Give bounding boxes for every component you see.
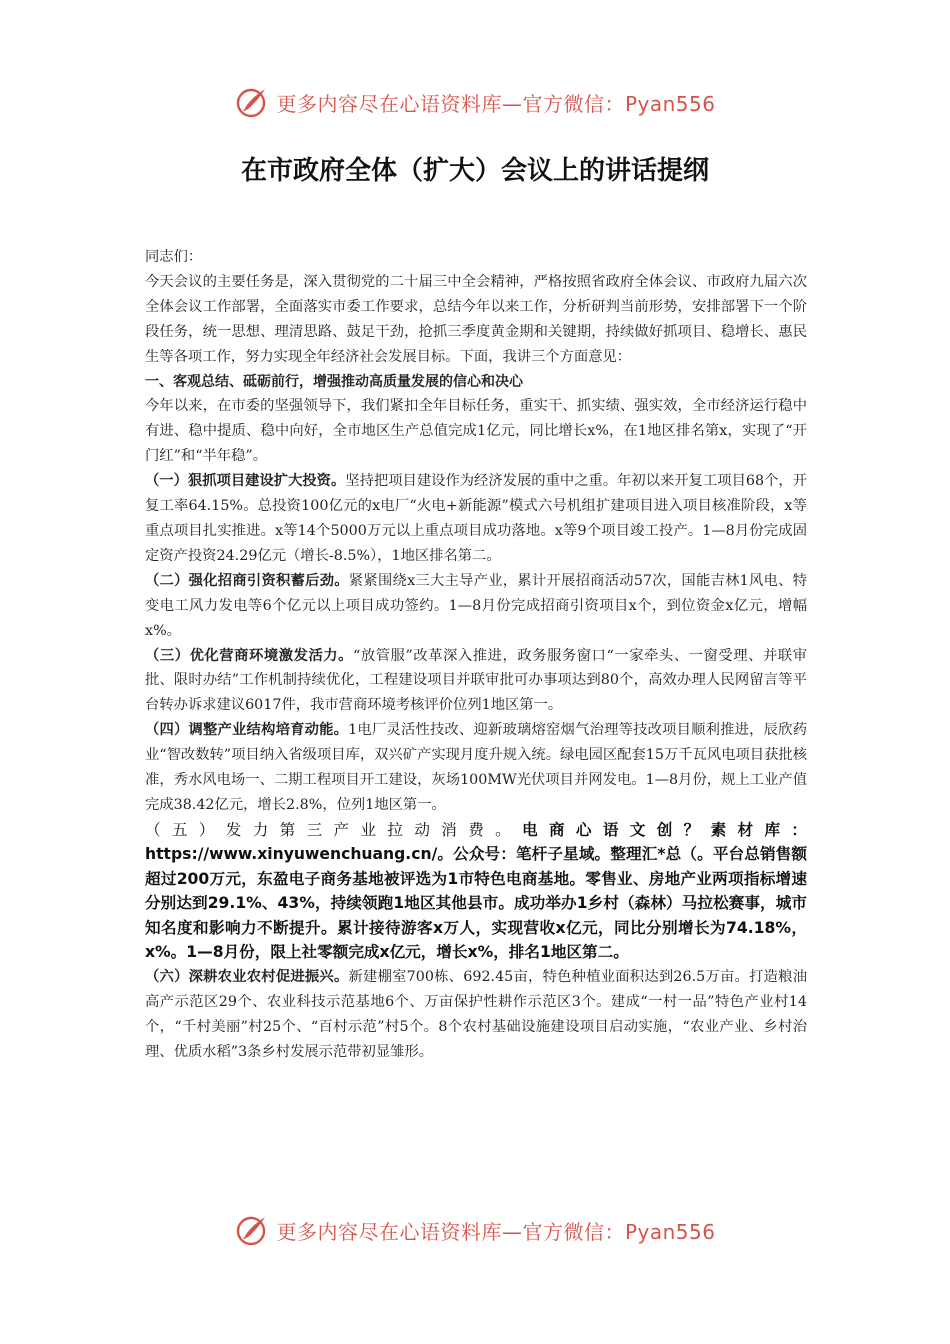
document-title: 在市政府全体（扩大）会议上的讲话提纲 [240,156,709,186]
item-lead: （二）强化招商引资积蓄后劲。 [145,572,349,589]
watermark-header [0,82,950,122]
item-lead: （六）深耕农业农村促进振兴。 [145,968,349,985]
watermark-text: 更多内容尽在心语资料库—官方微信：Pyan556 [276,91,716,116]
item-paragraph [145,718,807,818]
item-paragraph [145,469,807,569]
quill-ink-logo-icon [234,84,270,120]
item-lead: （五）发力第三产业拉动消费。 [145,820,523,839]
item-body: 紧紧围绕x三大主导产业，累计开展招商活动57次，国能吉林1风电、特变电工风力发电等6个亿元以上项目成功签约。1—8月份完成招商引资项目x个，到位资金x亿元，增幅x%。 [145,572,807,639]
item-lead: （一）狠抓项目建设扩大投资。 [145,473,346,490]
item-body: 坚持把项目建设作为经济发展的重中之重。年初以来开复工项目68个，开复工率64.15%。总投资100亿元的x电厂“火电+新能源”模式六号机组扩建项目进入项目核准阶段，x等重点项目扎实推进。x等14个5000万元以上重点项目成功落地。x等9个项目竣工投产。1—8月份完成固定资产投资24.29亿元（增长-8.5%），1地区排名第二。 [145,473,807,564]
item-paragraph [145,569,807,644]
item-paragraph [145,818,807,965]
item-body: “放管服”改革深入推进，政务服务窗口“一家牵头、一窗受理、并联审批、限时办结”工作机制持续优化，工程建设项目并联审批可办事项达到80个，高效办理人民网留言等平台转办诉求建议6017件，我市营商环境考核评价位列1地区第一。 [145,647,807,714]
section-heading: 一、客观总结、砥砺前行，增强推动高质量发展的信心和决心 [145,373,523,390]
item-paragraph [145,965,807,1065]
quill-ink-logo-icon [234,1212,270,1248]
item-body: 新建棚室700栋、692.45亩，特色种植业面积达到26.5万亩。打造粮油高产示范区29个、农业科技示范基地6个、万亩保护性耕作示范区3个。建成“一村一品”特色产业村14个，“千村美丽”村25个、“百村示范”村5个。8个农村基础设施建设项目启动实施，“农业产业、乡村治理、优质水稻”3条乡村发展示范带初显雏形。 [145,968,808,1060]
salutation: 同志们： [145,249,203,265]
item-lead: （三）优化营商环境激发活力。 [145,647,354,664]
document-body [145,245,807,1064]
item-paragraph [145,644,807,719]
intro-paragraph: 今天会议的主要任务是，深入贯彻党的二十届三中全会精神，严格按照省政府全体会议、市政府九届六次全体会议工作部署，全面落实市委工作要求，总结今年以来工作，分析研判当前形势，安排部署下一个阶段任务，统一思想、理清思路、鼓足干劲，抢抓三季度黄金期和关键期，持续做好抓项目、稳增长、惠民生等各项工作，努力实现全年经济社会发展目标。下面，我讲三个方面意见： [145,273,807,365]
item-lead: （四）调整产业结构培育动能。 [145,722,349,739]
item-body: 电商心语文创？素材库：https://www.xinyuwenchuang.cn/。公众号：笔杆子星域。整理汇*总（。平台总销售额超过200万元，东盈电子商务基地被评选为1市特色电商基地。零售业、房地产业两项指标增速分别达到29.1%、43%，持续领跑1地区其他县市。成功举办1乡村（森林）马拉松赛事，城市知名度和影响力不断提升。累计接待游客x万人，实现营收x亿元，同比分别增长为74.18%，x%。1—8月份，限上社零额完成x亿元，增长x%，排名1地区第二。 [145,820,807,962]
watermark-footer [0,1210,950,1250]
watermark-text: 更多内容尽在心语资料库—官方微信：Pyan556 [276,1219,716,1244]
item-body: 1电厂灵活性技改、迎新玻璃熔窑烟气治理等技改项目顺利推进，辰欣药业“智改数转”项目纳入省级项目库，双兴矿产实现月度升规入统。绿电园区配套15万千瓦风电项目获批核准，秀水风电场一、二期工程项目开工建设，灰场100MW光伏项目并网发电。1—8月份，规上工业产值完成38.42亿元，增长2.8%，位列1地区第一。 [145,722,807,813]
section-summary: 今年以来，在市委的坚强领导下，我们紧扣全年目标任务，重实干、抓实绩、强实效，全市经济运行稳中有进、稳中提质、稳中向好，全市地区生产总值完成1亿元，同比增长x%，在1地区排名第x，实现了“开门红”和“半年稳”。 [145,398,807,465]
